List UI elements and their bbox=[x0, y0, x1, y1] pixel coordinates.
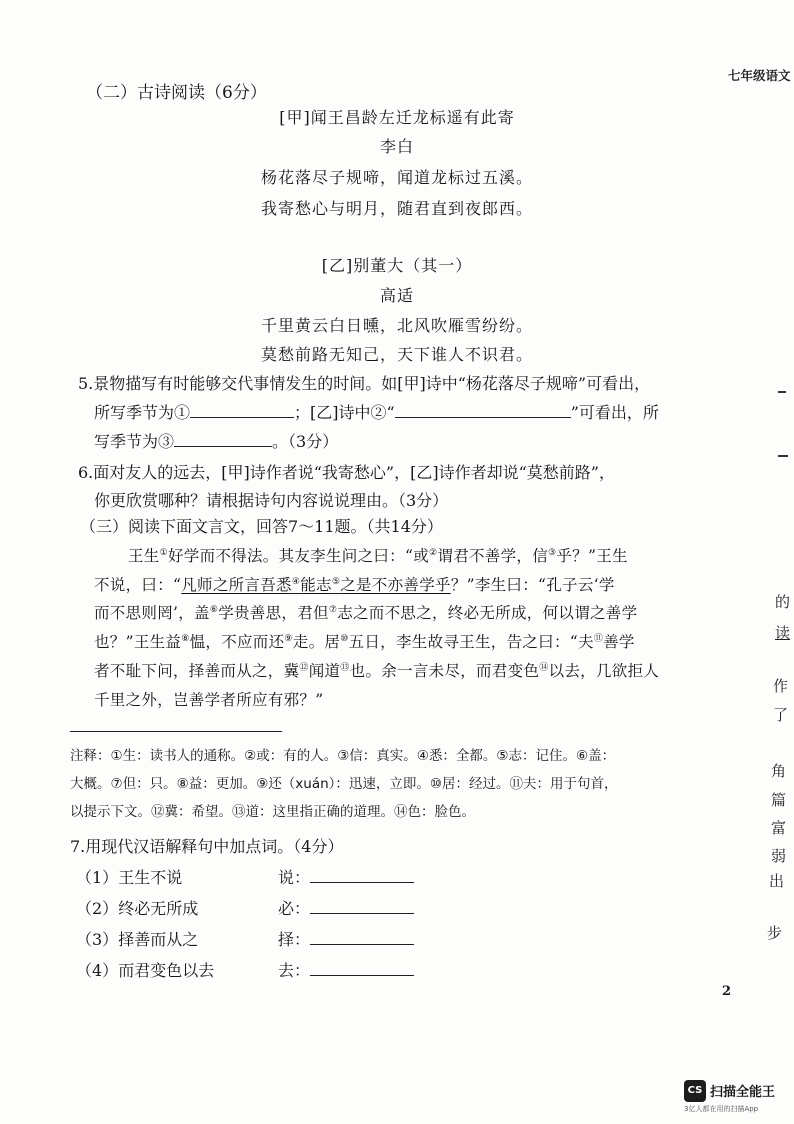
footnote-marker: ⑤ bbox=[331, 576, 341, 587]
question-7-item: （4）而君变色以去 bbox=[76, 961, 215, 980]
poem-b-author: 高适 bbox=[379, 286, 414, 305]
margin-fragment: 作 bbox=[773, 677, 789, 695]
margin-fragment: 弱 bbox=[771, 847, 787, 865]
footnote-marker: ⑨ bbox=[284, 633, 293, 644]
footnote-marker: ⑭ bbox=[539, 662, 549, 673]
footnote-marker: ③ bbox=[548, 547, 557, 558]
page-number: 2 bbox=[722, 984, 732, 999]
answer-blank[interactable] bbox=[310, 974, 414, 976]
poem-b-title: [乙]别董大（其一） bbox=[321, 256, 473, 275]
passage-line: 不说，曰：“凡师之所言吾悉④能志⑤之是不亦善学乎？”李生曰：“孔子云‘学 bbox=[94, 576, 615, 594]
margin-mark bbox=[778, 455, 788, 457]
question-5-text: 写季节为③ bbox=[94, 432, 175, 451]
question-7-answer: 去： bbox=[278, 958, 414, 981]
notes-divider bbox=[70, 731, 282, 732]
footnote-marker: ⑬ bbox=[340, 662, 350, 673]
margin-fragment: 富 bbox=[771, 819, 787, 837]
footnote-marker: ④ bbox=[291, 576, 301, 587]
footnote-marker: ⑦ bbox=[328, 604, 338, 615]
question-5-line bbox=[94, 429, 338, 452]
passage-line: 千里之外，岂善学者所应有邪？” bbox=[94, 691, 324, 709]
margin-fragment: 角 bbox=[771, 762, 787, 780]
question-7-item: （3）择善而从之 bbox=[76, 930, 199, 949]
answer-blank[interactable] bbox=[310, 943, 414, 945]
question-7-title: 7.用现代汉语解释句中加点词。（4分） bbox=[70, 837, 344, 856]
poem-b-line: 莫愁前路无知己，天下谁人不识君。 bbox=[260, 345, 533, 364]
margin-fragment: 读 bbox=[775, 624, 791, 642]
question-5-text: ”可看出，所 bbox=[570, 403, 659, 422]
margin-fragment: 步 bbox=[767, 924, 783, 942]
question-5-text: 所写季节为① bbox=[94, 403, 191, 422]
grade-label: 七年级语文 bbox=[728, 68, 791, 83]
question-7-item: （2）终必无所成 bbox=[76, 899, 199, 918]
poem-a-title: [甲]闻王昌龄左迁龙标遥有此寄 bbox=[279, 108, 515, 127]
answer-blank-1[interactable] bbox=[190, 416, 294, 418]
footnote-marker: ⑧ bbox=[181, 633, 190, 644]
footnote-marker: ⑥ bbox=[209, 604, 219, 615]
section-title-classical: （三）阅读下面文言文，回答7～11题。（共14分） bbox=[80, 517, 443, 536]
notes-line: 以提示下文。⑫冀：希望。⑬道：这里指正确的道理。⑭色：脸色。 bbox=[70, 804, 475, 820]
question-7-answer: 说： bbox=[278, 865, 414, 888]
poem-a-line: 我寄愁心与明月，随君直到夜郎西。 bbox=[260, 199, 533, 218]
passage-line: 王生①好学而不得法。其友李生问之曰：“或②谓君不善学，信③乎？”王生 bbox=[128, 547, 628, 565]
margin-fragment: 篇 bbox=[771, 791, 787, 809]
poem-b-line: 千里黄云白日曛，北风吹雁雪纷纷。 bbox=[260, 316, 533, 335]
question-5-line: 5.景物描写有时能够交代事情发生的时间。如[甲]诗中“杨花落尽子规啼”可看出， bbox=[78, 374, 651, 393]
margin-fragment: 的 bbox=[775, 593, 791, 611]
underlined-sentence: 凡师之所言吾悉④能志⑤之是不亦善学乎 bbox=[181, 576, 451, 594]
question-6-line: 6.面对友人的远去，[甲]诗作者说“我寄愁心”，[乙]诗作者却说“莫愁前路”， bbox=[78, 463, 615, 482]
footnote-marker: ① bbox=[159, 547, 168, 558]
footnote-marker: ⑩ bbox=[340, 633, 349, 644]
margin-mark bbox=[778, 391, 786, 393]
passage-line: 也？”王生益⑧愠，不应而还⑨走。居⑩五日，李生故寻王生，告之曰：“夫⑪善学 bbox=[94, 633, 635, 651]
margin-fragment: 出 bbox=[769, 872, 785, 890]
scanner-tagline: 3亿人都在用的扫描App bbox=[684, 1105, 759, 1113]
scanner-app-name: 扫描全能王 bbox=[710, 1085, 776, 1100]
answer-blank[interactable] bbox=[310, 912, 414, 914]
scanner-logo-icon: CS bbox=[684, 1080, 706, 1102]
footnote-marker: ② bbox=[429, 547, 438, 558]
question-5-line bbox=[94, 400, 659, 423]
passage-line: 而不思则罔’，盖⑥学贵善思，君但⑦志之而不思之，终必无所成，何以谓之善学 bbox=[94, 604, 638, 622]
question-7-answer: 必： bbox=[278, 896, 414, 919]
footnote-marker: ⑪ bbox=[593, 633, 604, 644]
notes-line: 大概。⑦但：只。⑧益：更加。⑨还（xuán）：迅速，立即。⑩居：经过。⑪夫：用于句首， bbox=[70, 776, 618, 792]
answer-blank-2[interactable] bbox=[395, 416, 571, 418]
question-7-answer: 择： bbox=[278, 927, 414, 950]
question-5-text: 。（3分） bbox=[272, 432, 339, 451]
poem-a-line: 杨花落尽子规啼，闻道龙标过五溪。 bbox=[260, 168, 533, 187]
question-7-item: （1）王生不说 bbox=[76, 868, 183, 887]
answer-blank-3[interactable] bbox=[174, 445, 272, 447]
footnote-marker: ⑫ bbox=[299, 662, 309, 673]
section-title-poetry: （二）古诗阅读（6分） bbox=[86, 83, 267, 103]
answer-blank[interactable] bbox=[310, 881, 414, 883]
passage-line: 者不耻下问，择善而从之，冀⑫闻道⑬也。余一言未尽，而君变色⑭以去，几欲拒人 bbox=[94, 662, 660, 680]
margin-fragment: 了 bbox=[773, 706, 789, 724]
poem-a-author: 李白 bbox=[379, 137, 414, 156]
question-5-text: ；[乙]诗中②“ bbox=[294, 403, 395, 422]
question-6-line: 你更欣赏哪种？请根据诗句内容说说理由。（3分） bbox=[94, 491, 449, 510]
notes-line: 注释：①生：读书人的通称。②或：有的人。③信：真实。④悉：全都。⑤志：记住。⑥盖： bbox=[70, 748, 616, 764]
